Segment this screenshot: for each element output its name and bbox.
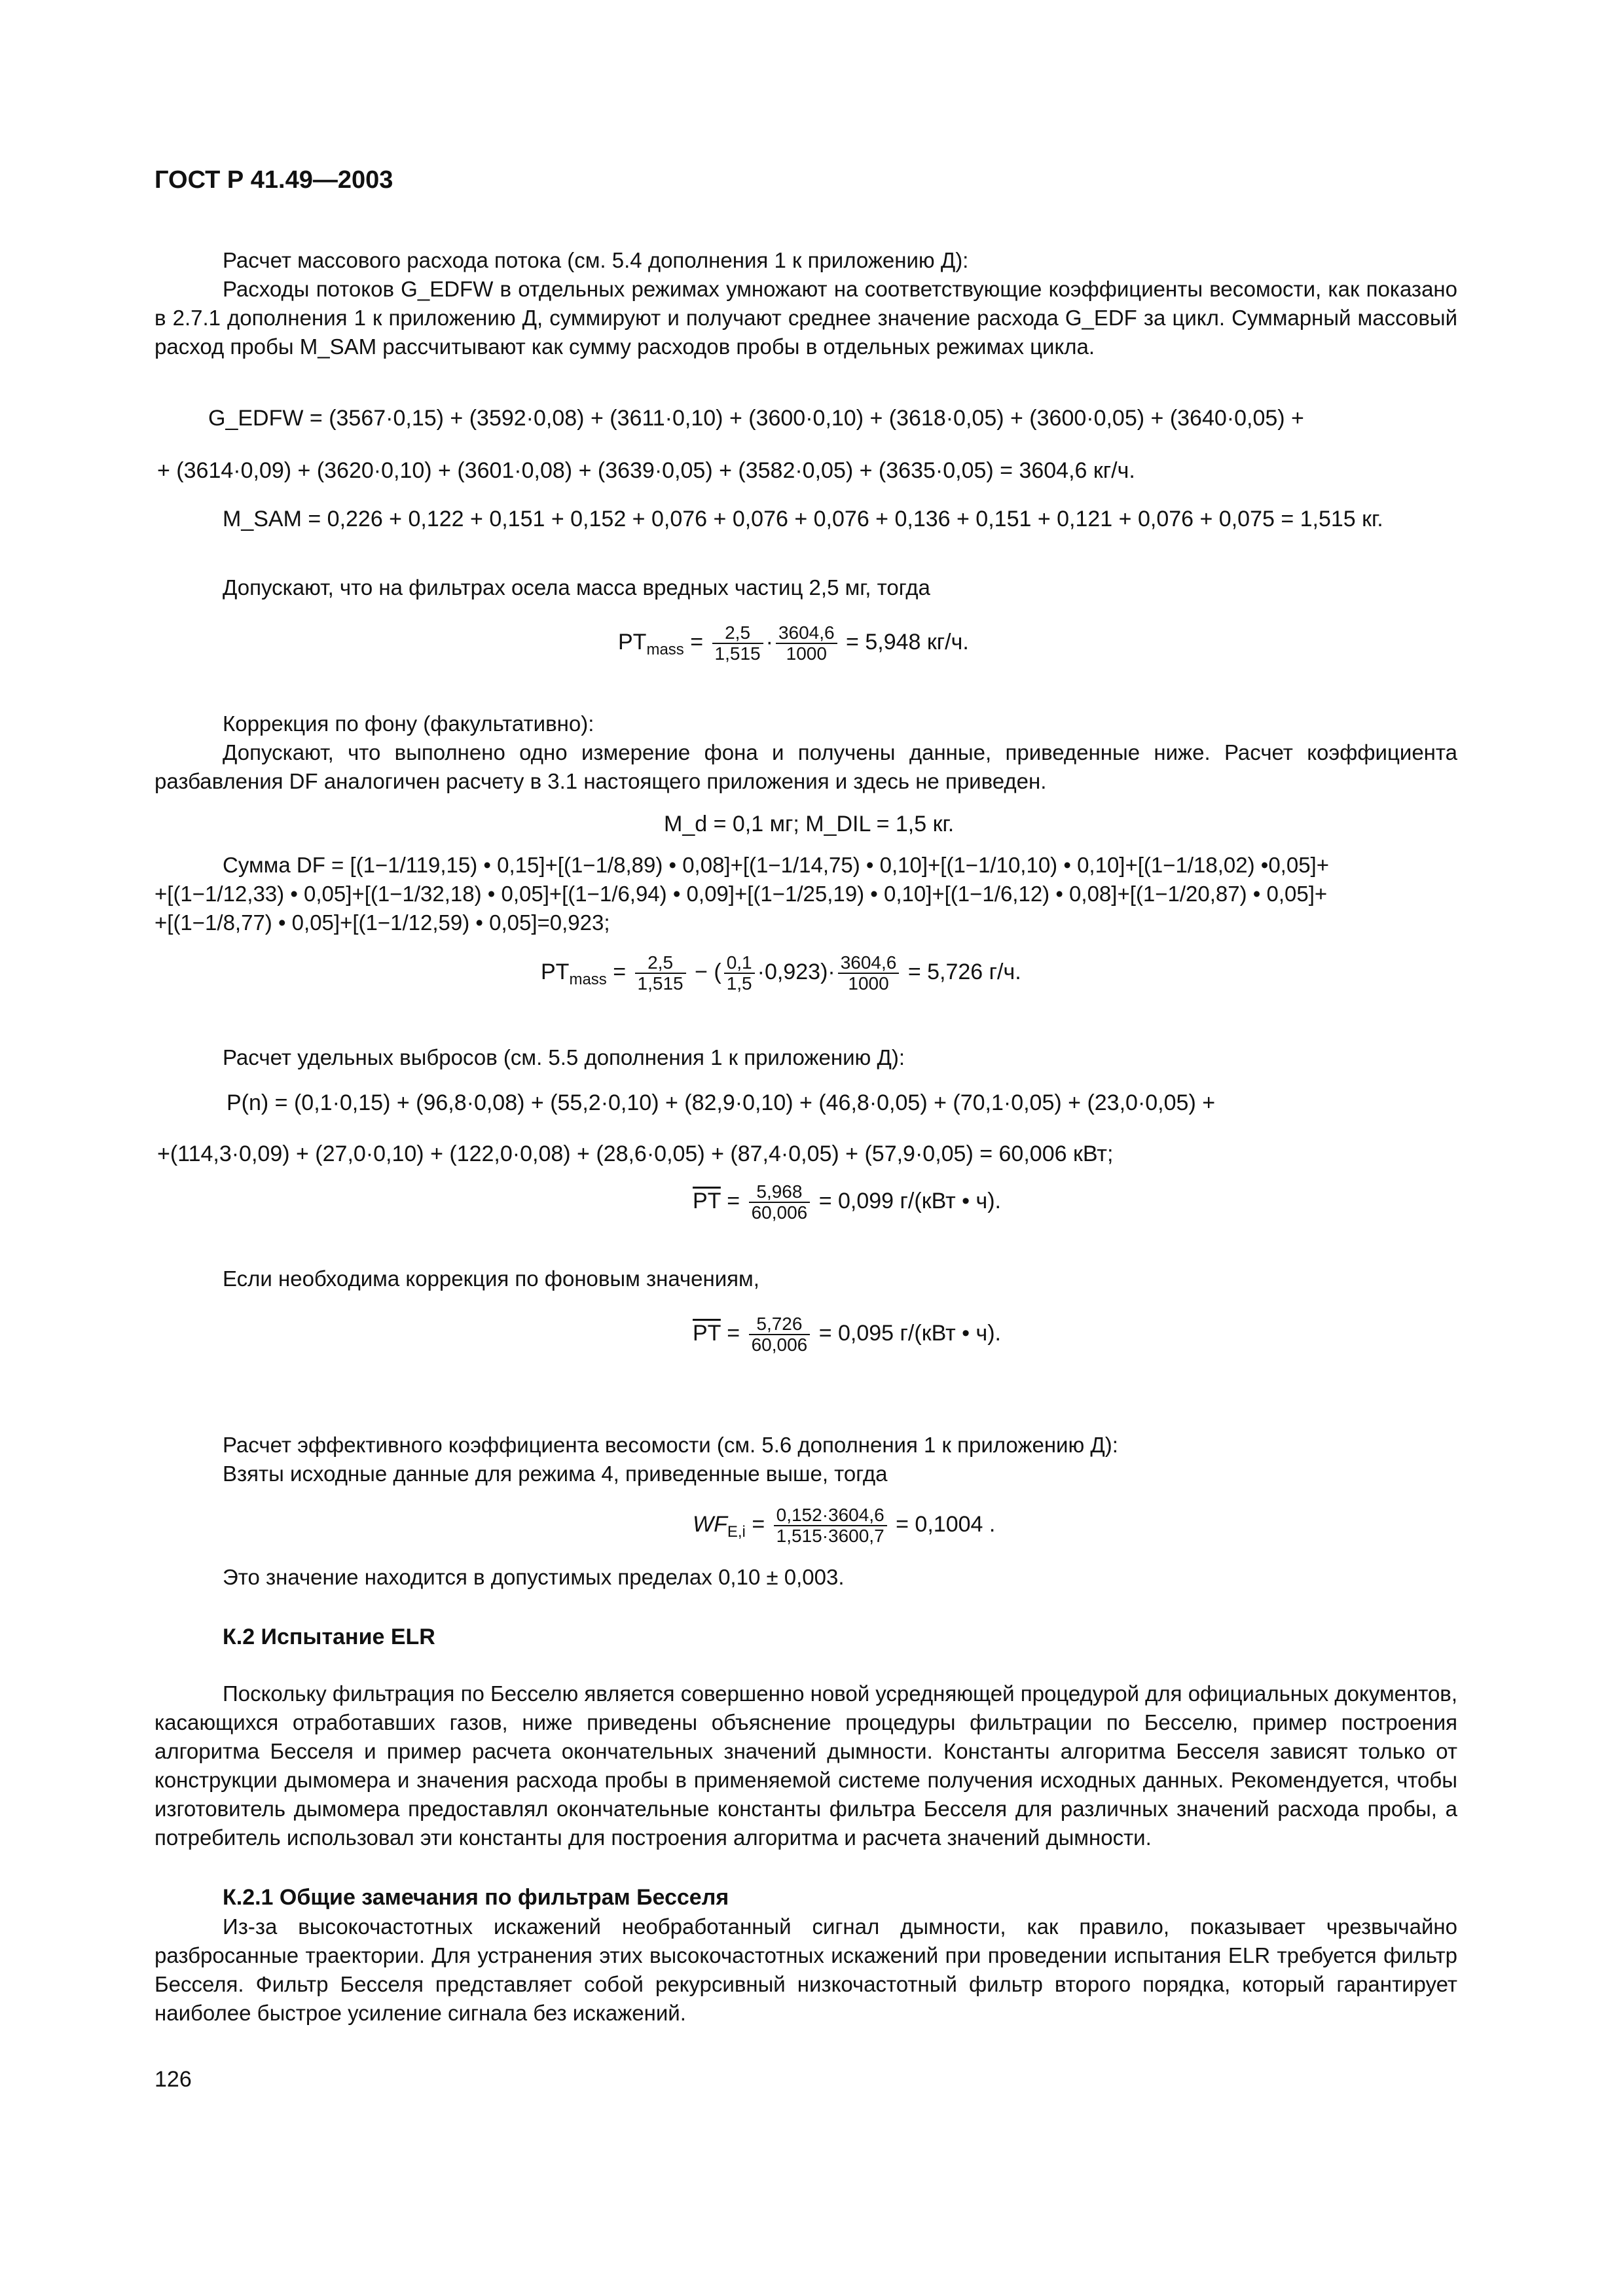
equation-pn-line2: +(114,3·0,09) + (27,0·0,10) + (122,0·0,08) + (28,6·0,05) + (87,4·0,05) + (57,9·0,05) = 60,006 кВт; — [157, 1141, 1114, 1166]
bessel-paragraph: Из-за высокочастотных искажений необработанный сигнал дымности, как правило, показывает чрезвычайно разбросанные траектории. Для устранения этих высокочастотных искажений при проведении испытания ELR требуется фильтр Бесселя. Фильтр Бесселя представляет собой рекурсивный низкочастотный фильтр второго порядка, который гарантирует наиболее быстрое усиление сигнала без искажений. — [155, 1914, 1457, 2025]
background-correction-paragraph: Если необходима коррекция по фоновым значениям, — [223, 1266, 759, 1291]
standard-header: ГОСТ Р 41.49—2003 — [155, 166, 393, 194]
equation-msam: M_SAM = 0,226 + 0,122 + 0,151 + 0,152 + 0,076 + 0,076 + 0,076 + 0,136 + 0,151 + 0,121 + 0,076 + 0,075 = 1,515 кг. — [223, 507, 1383, 531]
equation-pn-line1: P(n) = (0,1·0,15) + (96,8·0,08) + (55,2·0,10) + (82,9·0,10) + (46,8·0,05) + (70,1·0,05) + (23,0·0,05) + — [227, 1090, 1216, 1115]
equation-wf: $WF_{E,i}$ = $\frac{0,152\cdot 3604,6}{1,515\cdot 3600,7}$ = 0,1004 . — [693, 1505, 996, 1546]
page-number: 126 — [155, 2067, 192, 2092]
sum-df-line3: +[(1−1/8,77) • 0,05]+[(1−1/12,59) • 0,05]=0,923; — [155, 910, 610, 935]
elr-heading: К.2 Испытание ELR — [223, 1624, 435, 1649]
weighting-heading: Расчет эффективного коэффициента весомости (см. 5.6 дополнения 1 к приложению Д): — [223, 1433, 1118, 1457]
equation-pt-mass-corrected: $PT_{mass}$ = $\frac{2,5}{1,515}$ − ( $\frac{0,1}{1,5}$ ·0,923)· $\frac{3604,6}{1000}$ = 5,726 г/ч. — [541, 952, 1021, 994]
elr-paragraph: Поскольку фильтрация по Бесселю является совершенно новой усредняющей процедурой для официальных документов, касающихся отработавших газов, ниже приведены объяснение процедуры фильтрации по Бесселю, пример построения алгоритма Бесселя и пример расчета окончательных значений дымности. Константы алгоритма Бесселя зависят только от конструкции дымомера и значения расхода пробы в применяемой системе получения исходных данных. Рекомендуется, чтобы изготовитель дымомера предоставлял окончательные константы фильтра Бесселя для различных значений расхода пробы, а потребитель использовал эти константы для построения алгоритма и расчета значений дымности. — [155, 1681, 1458, 1850]
fraction: $\frac{0,152\cdot 3604,6}{1,515\cdot 3600,7}$ — [774, 1505, 887, 1546]
weighting-conclusion: Это значение находится в допустимых пределах 0,10 ± 0,003. — [223, 1565, 845, 1589]
fraction-1: $\frac{2,5}{1,515}$ — [635, 953, 686, 994]
weighting-paragraph: Взяты исходные данные для режима 4, приведенные выше, тогда — [223, 1462, 888, 1486]
fraction-3: $\frac{3604,6}{1000}$ — [838, 953, 900, 994]
fraction-2: $\frac{0,1}{1,5}$ — [724, 953, 755, 994]
equation-gedfw-line1: G_EDFW = (3567·0,15) + (3592·0,08) + (3611·0,10) + (3600·0,10) + (3618·0,05) + (3600·0,05) + (3640·0,05) + — [208, 406, 1304, 431]
fraction-1: $\frac{2,5}{1,515}$ — [712, 623, 763, 664]
equation-pt-specific-corrected: $\overline{PT}$ = $\frac{5,726}{60,006}$ = 0,095 г/(кВт • ч). — [693, 1314, 1001, 1355]
pt-result: = 5,948 кг/ч. — [846, 629, 969, 655]
background-paragraph: Допускают, что выполнено одно измерение фона и получены данные, приведенные ниже. Расчет коэффициента разбавления DF аналогичен расчету в 3.1 настоящего приложения и здесь не приведен. — [155, 740, 1457, 793]
equation-pt-specific: $\overline{PT}$ = $\frac{5,968}{60,006}$ = 0,099 г/(кВт • ч). — [693, 1181, 1001, 1223]
bessel-subheading: К.2.1 Общие замечания по фильтрам Бесселя — [223, 1885, 729, 1910]
pt-symbol: PT — [618, 629, 647, 655]
mass-flow-paragraph: Расходы потоков G_EDFW в отдельных режимах умножают на соответствующие коэффициенты весомости, как показано в 2.7.1 дополнения 1 к приложению Д, суммируют и получают среднее значение расхода G_EDF за цикл. Суммарный массовый расход пробы M_SAM рассчитывают как сумму расходов пробы в отдельных режимах цикла. — [155, 277, 1457, 359]
fraction: $\frac{5,968}{60,006}$ — [749, 1182, 811, 1223]
equation-pt-mass: $PT_{mass}$ = $\frac{2,5}{1,515}$ · $\frac{3604,6}{1000}$ = 5,948 кг/ч. — [618, 622, 969, 664]
filter-mass-paragraph: Допускают, что на фильтрах осела масса вредных частиц 2,5 мг, тогда — [223, 575, 930, 600]
equation-md: M_d = 0,1 мг; M_DIL = 1,5 кг. — [664, 812, 955, 836]
sum-df-line2: +[(1−1/12,33) • 0,05]+[(1−1/32,18) • 0,05]+[(1−1/6,94) • 0,09]+[(1−1/25,19) • 0,10]+[(1−1/6,12) • 0,08]+[(1−1/20,87) • 0,05]+ — [155, 882, 1328, 906]
sum-df-line1: Сумма DF = [(1−1/119,15) • 0,15]+[(1−1/8,89) • 0,08]+[(1−1/14,75) • 0,10]+[(1−1/10,10) • 0,10]+[(1−1/18,02) •0,05]+ — [223, 853, 1329, 877]
fraction: $\frac{5,726}{60,006}$ — [749, 1314, 811, 1355]
mass-flow-intro: Расчет массового расхода потока (см. 5.4 дополнения 1 к приложению Д): — [223, 248, 969, 272]
background-heading: Коррекция по фону (факультативно): — [223, 711, 594, 736]
fraction-2: $\frac{3604,6}{1000}$ — [776, 623, 837, 664]
specific-emissions-heading: Расчет удельных выбросов (см. 5.5 дополнения 1 к приложению Д): — [223, 1045, 905, 1069]
pt-subscript: mass — [646, 640, 684, 658]
equation-gedfw-line2: + (3614·0,09) + (3620·0,10) + (3601·0,08) + (3639·0,05) + (3582·0,05) + (3635·0,05) = 3604,6 кг/ч. — [157, 458, 1135, 483]
